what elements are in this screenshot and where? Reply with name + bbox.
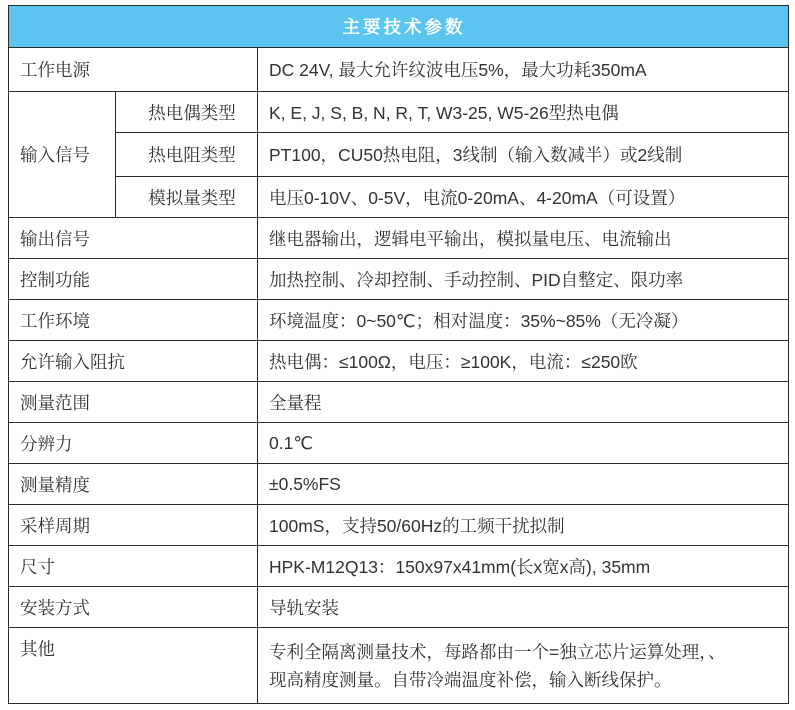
- row-value: PT100，CU50热电阻，3线制（输入数减半）或2线制: [258, 133, 789, 177]
- table-row: [9, 505, 789, 546]
- row-label: 测量精度: [9, 464, 258, 505]
- table-row: [9, 546, 789, 587]
- page-title: 主要技术参数: [9, 6, 789, 48]
- row-value: 电压0-10V、0-5V，电流0-20mA、4-20mA（可设置）: [258, 177, 789, 218]
- row-label: 工作电源: [9, 48, 258, 92]
- row-label: 其他: [9, 628, 258, 704]
- table-header-row: [9, 6, 789, 48]
- row-label: 安装方式: [9, 587, 258, 628]
- table-row: [9, 218, 789, 259]
- spec-table: [8, 5, 789, 704]
- row-value: 热电偶：≤100Ω，电压：≥100K，电流：≤250欧: [258, 341, 789, 382]
- row-sublabel: 热电偶类型: [116, 92, 258, 133]
- table-row: [9, 587, 789, 628]
- row-label: 尺寸: [9, 546, 258, 587]
- row-value: 加热控制、冷却控制、手动控制、PID自整定、限功率: [258, 259, 789, 300]
- table-row: [9, 464, 789, 505]
- row-value: 0.1℃: [258, 423, 789, 464]
- row-label: 允许输入阻抗: [9, 341, 258, 382]
- row-group-label: 输入信号: [9, 92, 116, 218]
- table-row: [9, 628, 789, 704]
- row-value: 继电器输出，逻辑电平输出，模拟量电压、电流输出: [258, 218, 789, 259]
- table-row: [9, 341, 789, 382]
- row-value: 环境温度：0~50℃；相对温度：35%~85%（无冷凝）: [258, 300, 789, 341]
- table-row: [9, 259, 789, 300]
- table-row: [9, 48, 789, 92]
- row-sublabel: 模拟量类型: [116, 177, 258, 218]
- table-row: [9, 423, 789, 464]
- row-value: 导轨安装: [258, 587, 789, 628]
- row-label: 工作环境: [9, 300, 258, 341]
- row-value: [258, 628, 789, 704]
- row-sublabel: 热电阻类型: [116, 133, 258, 177]
- row-value: 100mS，支持50/60Hz的工频干扰拟制: [258, 505, 789, 546]
- table-row: [9, 92, 789, 133]
- row-value: DC 24V, 最大允许纹波电压5%，最大功耗350mA: [258, 48, 789, 92]
- row-value: HPK-M12Q13：150x97x41mm(长x宽x高), 35mm: [258, 546, 789, 587]
- row-label: 输出信号: [9, 218, 258, 259]
- table-row: [9, 133, 789, 177]
- table-row: [9, 177, 789, 218]
- row-value-line: 现高精度测量。自带冷端温度补偿，输入断线保护。: [269, 669, 672, 690]
- table-row: [9, 300, 789, 341]
- row-value: ±0.5%FS: [258, 464, 789, 505]
- row-value-line: 专利全隔离测量技术，每路都由一个=独立芯片运算处理，、: [269, 641, 726, 662]
- row-value: 全量程: [258, 382, 789, 423]
- row-label: 分辨力: [9, 423, 258, 464]
- row-label: 测量范围: [9, 382, 258, 423]
- row-label: 控制功能: [9, 259, 258, 300]
- row-label: 采样周期: [9, 505, 258, 546]
- table-row: [9, 382, 789, 423]
- row-value: K, E, J, S, B, N, R, T, W3-25, W5-26型热电偶: [258, 92, 789, 133]
